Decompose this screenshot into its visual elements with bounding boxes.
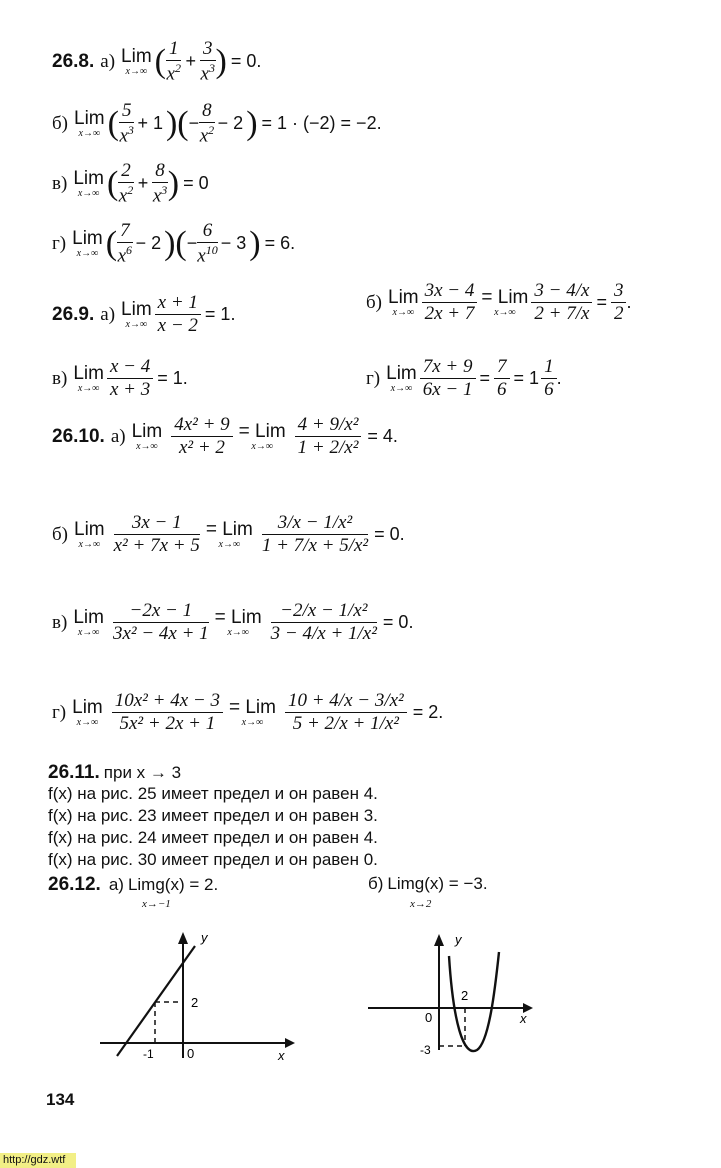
answer-line: f(x) на рис. 24 имеет предел и он равен 4. <box>48 828 378 847</box>
answer-line: f(x) на рис. 25 имеет предел и он равен 4. <box>48 784 378 803</box>
answer-line: f(x) на рис. 30 имеет предел и он равен 0. <box>48 850 378 869</box>
y-axis-arrow <box>434 934 444 946</box>
origin-label: 0 <box>425 1010 433 1025</box>
problem-number: 26.8. <box>52 50 95 72</box>
watermark-link[interactable]: http://gdz.wtf <box>0 1153 76 1168</box>
problem-26-8-a: 26.8. а) Lim x→∞ ( 1 $x^2$ + $\frac{3}{x^3}$ ) = 0. <box>52 38 262 85</box>
x-label: x <box>278 1048 285 1063</box>
item-label: б) <box>52 112 68 134</box>
problem-number: 26.9. <box>52 303 95 325</box>
graph-right <box>365 930 540 1060</box>
problem-26-8-d: г) Lim x→∞ ( 7 $x^6$ − 2 )( − $\frac{6}{x^{10}}$ − 3 ) = 6. <box>52 220 296 267</box>
page-number: 134 <box>46 1090 75 1109</box>
y-tick: -3 <box>420 1043 431 1057</box>
limit-operator: Lim x→∞ <box>121 45 152 77</box>
y-axis-arrow <box>178 932 188 944</box>
y-label: y <box>455 932 462 947</box>
problem-26-10-c: в) Lim x→∞ $\frac{-2x - 1}{\text{3x² − 4x + 1}}$ = Lim x→∞ $\frac{\text{−2/x − 1/x²}}{\text{3 − 4/x + 1/x²}}$ = 0. <box>52 600 414 644</box>
problem-26-10-d: г) Lim x→∞ $\frac{\text{10x² + 4x − 3}}{\text{5x² + 2x + 1}}$ = Lim x→∞ $\frac{\text{10 + 4/x − 3/x²}}{\text{5 + 2/x + 1/x²}}$ = 2. <box>52 690 444 734</box>
graph-left <box>95 928 295 1068</box>
problem-26-9-d: г) Lim x→∞ $\frac{7x + 9}{6x - 1}$ = $\frac{7}{6}$ = 1 1 6 . <box>366 356 562 400</box>
item-label: в) <box>52 172 68 194</box>
problem-26-8-c: в) Lim x→∞ ( 2 $x^2$ + $\frac{8}{x^3}$ ) = 0 <box>52 160 209 207</box>
problem-number: 26.12. <box>48 874 101 895</box>
limit-subscript: x→−1 <box>142 898 171 910</box>
fraction: 1 $x^2$ <box>166 38 181 85</box>
problem-number: 26.11. <box>48 762 100 783</box>
origin-label: 0 <box>187 1046 195 1061</box>
item-label: г) <box>52 232 67 254</box>
x-tick: -1 <box>143 1047 154 1061</box>
fraction: $\frac{3}{x^3}$ <box>200 38 215 85</box>
x-label: x <box>520 1011 527 1026</box>
function-parabola <box>449 952 499 1051</box>
y-label: y <box>201 930 208 945</box>
x-tick: 2 <box>461 988 469 1003</box>
answer-line: f(x) на рис. 23 имеет предел и он равен 3. <box>48 806 378 825</box>
x-axis-arrow <box>285 1038 295 1048</box>
problem-26-9-a: 26.9. а) Lim x→∞ $\frac{x + 1}{x - 2}$ = 1. <box>52 292 236 336</box>
problem-26-8-b: б) Lim x→∞ ( 5 $x^3$ + 1 )( − $\frac{8}{x^2}$ − 2 ) = 1 · (−2) = −2. <box>52 100 382 147</box>
y-tick: 2 <box>191 995 199 1010</box>
problem-26-12-b: б) Limg(x) = −3. <box>368 874 488 893</box>
problem-26-9-b: б) Lim x→∞ $\frac{3x - 4}{2x + 7}$ = Lim x→∞ $\frac{3 - 4/x}{2 + 7/x}$ = $\frac{3}{2}$ . <box>366 280 632 324</box>
problem-number: 26.10. <box>52 425 105 447</box>
problem-26-11: 26.11. при x → 3 f(x) на рис. 25 имеет предел и он равен 4. f(x) на рис. 23 имеет предел и он равен 3. f(x) на рис. 24 имеет предел и он равен 4. f(x) на рис. 30 имеет предел и он равен 0. <box>48 762 378 872</box>
item-label: а) <box>100 50 116 72</box>
problem-26-12-a: 26.12. а) Limg(x) = 2. <box>48 874 219 895</box>
limit-subscript: x→2 <box>410 898 432 910</box>
limit-operator: Lim x→∞ <box>74 107 105 139</box>
problem-26-9-c: в) Lim x→∞ $\frac{x - 4}{x + 3}$ = 1. <box>52 356 188 400</box>
problem-26-10-a: 26.10. а) Lim x→∞ $\frac{\text{4x² + 9}}{\text{x² + 2}}$ = Lim x→∞ $\frac{\text{4 + 9/x²}}{\text{1 + 2/x²}}$ = 4. <box>52 414 398 458</box>
problem-26-10-b: б) Lim x→∞ $\frac{3x - 1}{\text{x² + 7x + 5}}$ = Lim x→∞ $\frac{\text{3/x − 1/x²}}{\text{1 + 7/x + 5/x²}}$ = 0. <box>52 512 405 556</box>
